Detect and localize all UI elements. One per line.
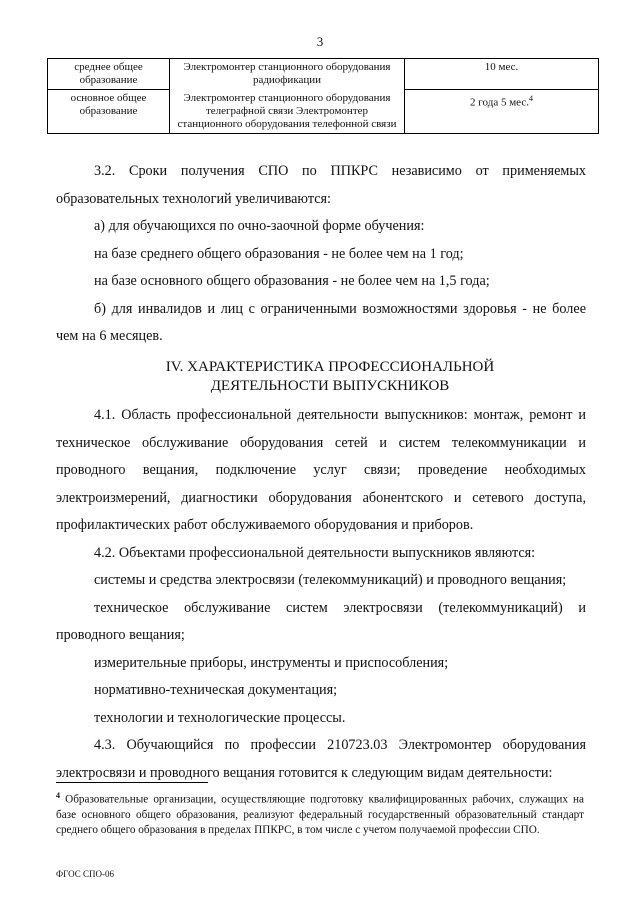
footnote-mark: 4 <box>56 791 60 800</box>
table-cell-level: основное общее образование <box>48 90 170 134</box>
paragraph-3-2-a-2: на базе основного общего образования - не более чем на 1,5 года; <box>94 273 490 289</box>
term-text: 2 года 5 мес. <box>470 96 529 109</box>
table-cell-professions: Электромонтер станционного оборудования телеграфной связи Электромонтер станционного оборудования телефонной связи <box>170 90 405 134</box>
paragraph-4-1: 4.1. Область профессиональной деятельности выпускников: монтаж, ремонт и техническое обслуживание оборудования сетей и систем телекоммуникации и проводного вещания, подключение услуг связи; проведение необходимых электроизмерений, диагностики оборудования абонентского и сетевого доступа, профилактических работ обслуживаемого оборудования и приборов. <box>56 407 586 533</box>
footnote-ref: 4 <box>528 94 533 103</box>
section-title: IV. ХАРАКТЕРИСТИКА ПРОФЕССИОНАЛЬНОЙ ДЕЯТЕЛЬНОСТИ ВЫПУСКНИКОВ <box>165 359 495 394</box>
paragraph-4-2-a: системы и средства электросвязи (телекоммуникаций) и проводного вещания; <box>94 572 567 588</box>
paragraph-3-2-b: б) для инвалидов и лиц с ограниченными возможностями здоровья - не более чем на 6 месяцев. <box>56 300 586 344</box>
paragraph-3-2: 3.2. Сроки получения СПО по ППКРС независимо от применяемых образовательных технологий увеличиваются: <box>56 163 586 207</box>
page-footer: ФГОС СПО-06 <box>56 869 114 879</box>
table-cell-term <box>405 90 599 134</box>
section-title-block <box>110 358 550 396</box>
footnote <box>56 788 584 838</box>
paragraph-4-2-d: нормативно-техническая документация; <box>94 682 338 698</box>
table-cell-term: 10 мес. <box>405 59 599 90</box>
table-cell-professions: Электромонтер станционного оборудования радиофикации <box>170 59 405 90</box>
paragraph-4-3: 4.3. Обучающийся по профессии 210723.03 Электромонтер оборудования электросвязи и проводного вещания готовится к следующим видам деятельности: <box>56 737 586 781</box>
body-text-lower <box>56 402 586 787</box>
paragraph-3-2-a-1: на базе среднего общего образования - не более чем на 1 год; <box>94 245 464 262</box>
paragraph-4-2-c: измерительные приборы, инструменты и приспособления; <box>94 654 449 671</box>
paragraph-4-2-e: технологии и технологические процессы. <box>94 709 346 726</box>
table-row <box>48 59 599 90</box>
table-row <box>48 90 599 134</box>
paragraph-4-2-b: техническое обслуживание систем электросвязи (телекоммуникаций) и проводного вещания; <box>56 599 586 643</box>
body-text-upper <box>56 158 586 351</box>
table-cell-level: среднее общее образование <box>48 59 170 90</box>
footnote-divider <box>56 782 208 783</box>
footnote-text: Образовательные организации, осуществляющие подготовку квалифицированных рабочих, служащих на базе основного общего образования, реализуют федеральный государственный образовательный стандарт среднего общего образования в пределах ППКРС, в том числе с учетом получаемой профессии СПО. <box>56 793 584 836</box>
duration-table <box>47 58 599 134</box>
paragraph-3-2-a: а) для обучающихся по очно-заочной форме обучения: <box>94 218 425 234</box>
page-number: 3 <box>316 34 324 49</box>
paragraph-4-2: 4.2. Объектами профессиональной деятельности выпускников являются: <box>94 544 536 561</box>
